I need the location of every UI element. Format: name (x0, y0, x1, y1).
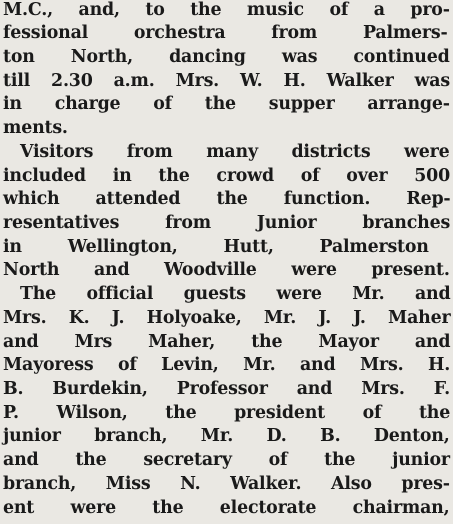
text-line: M.C., and, to the music of a pro- (3, 0, 450, 20)
text-line: which attended the function. Rep- (3, 189, 451, 209)
text-line: The official guests were Mr. and (20, 284, 451, 304)
text-line: junior branch, Mr. D. B. Denton, (3, 426, 450, 446)
text-line: in charge of the supper arrange- (3, 94, 450, 114)
text-line: and the secretary of the junior (3, 450, 450, 470)
text-line: and Mrs Maher, the Mayor and (3, 332, 451, 352)
text-line: Visitors from many districts were (20, 142, 450, 162)
text-line: fessional orchestra from Palmers- (3, 23, 448, 43)
text-line: till 2.30 a.m. Mrs. W. H. Walker was (3, 71, 450, 91)
text-line: ments. (3, 118, 68, 138)
text-line: Mrs. K. J. Holyoake, Mr. J. J. Maher (3, 308, 451, 328)
text-line: North and Woodville were present. (3, 260, 450, 280)
text-line: included in the crowd of over 500 (3, 166, 450, 186)
text-line: resentatives from Junior branches (3, 213, 451, 233)
text-line: branch, Miss N. Walker. Also pres- (3, 474, 450, 494)
text-line: ton North, dancing was continued (3, 47, 450, 67)
text-line: in Wellington, Hutt, Palmerston (3, 237, 429, 257)
text-line: B. Burdekin, Professor and Mrs. F. (3, 379, 451, 399)
text-line: ent were the electorate chairman, (3, 498, 450, 518)
text-line: Mayoress of Levin, Mr. and Mrs. H. (3, 355, 451, 375)
text-line: P. Wilson, the president of the (3, 403, 451, 423)
